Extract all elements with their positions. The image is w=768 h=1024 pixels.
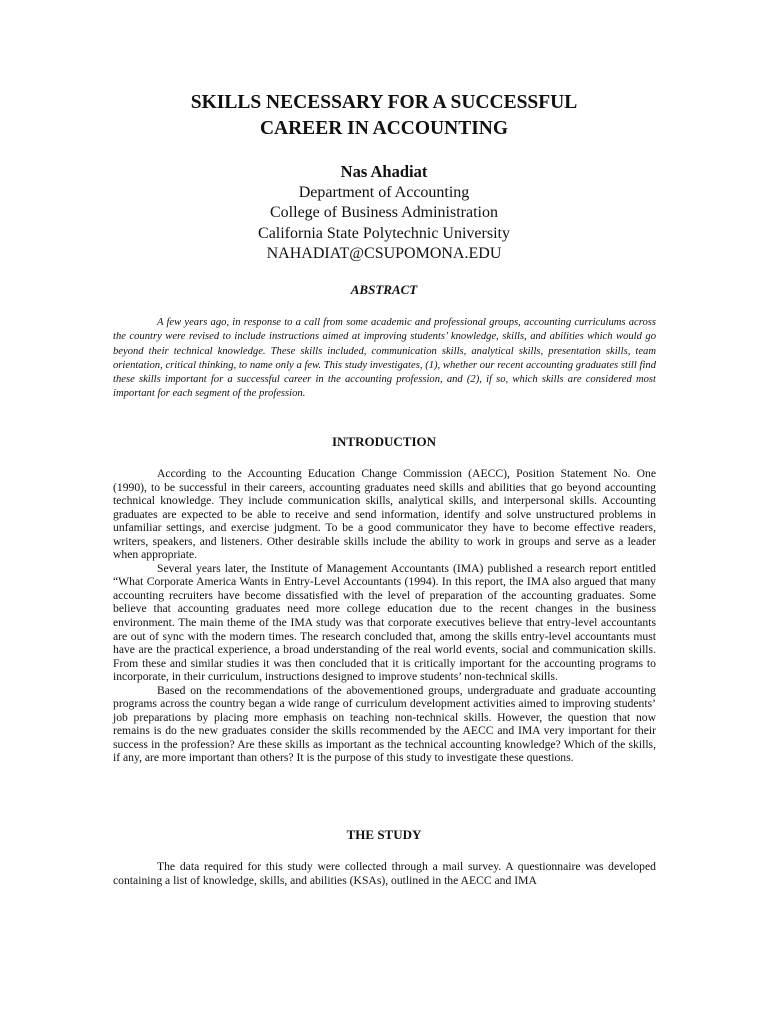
study-paragraph: The data required for this study were collected through a mail survey. A questionnaire was developed containing a list of knowledge, skills, and abilities (KSAs), outlined in the AECC and IMA (113, 860, 656, 887)
author-email: NAHADIAT@CSUPOMONA.EDU (266, 245, 502, 262)
author-department: Department of Accounting (298, 183, 470, 201)
introduction-body (113, 467, 656, 765)
abstract-heading: ABSTRACT (350, 282, 418, 297)
introduction-paragraph: Several years later, the Institute of Management Accountants (IMA) published a research report entitled “What Corporate America Wants in Entry-Level Accountants (1994). In this report, the IMA also argued that many accounting recruiters have become dissatisfied with the level of preparation of the accounting graduates. Some believe that accounting graduates need more college education due to the recent changes in the business environment. The main theme of the IMA study was that corporate executives believe that entry-level accountants are out of sync with the modern times. The research concluded that, among the skills entry-level accountants must have are the practical experience, a broad understanding of the real world events, social and communication skills. From these and similar studies it was then concluded that it is critically important for the accounting programs to incorporate, in their curriculum, instructions designed to improve students’ non-technical skills. (113, 561, 656, 684)
title-line-2: CAREER IN ACCOUNTING (259, 118, 509, 139)
introduction-paragraph: According to the Accounting Education Change Commission (AECC), Position Statement No. One (1990), to be successful in their careers, accounting graduates need skills and abilities that go beyond accounting technical knowledge. They include communication skills, analytical skills, and interpersonal skills. Accounting graduates are expected to be able to receive and send information, identify and solve unstructured problems in unfamiliar settings, and exercise judgment. To be a good communicator they have to become effective readers, writers, speakers, and listeners. Other desirable skills include the ability to work in groups and serve as a leader when appropriate. (113, 467, 656, 562)
abstract-text: A few years ago, in response to a call from some academic and professional groups, accounting curriculums across the country were revised to include instructions aimed at improving students’ knowledge, skills, and abilities which would go beyond their technical knowledge. These skills included, communication skills, analytical skills, presentation skills, team orientation, critical thinking, to name only a few. This study investigates, (1), whether our recent accounting graduates still find these skills important for a successful career in the accounting profession, and (2), if so, which skills are considered most important for each segment of the profession. (113, 317, 656, 400)
author-college: College of Business Administration (270, 204, 498, 221)
author-name: Nas Ahadiat (340, 162, 428, 181)
author-university: California State Polytechnic University (258, 224, 510, 242)
introduction-heading: INTRODUCTION (331, 434, 436, 449)
paper-title (0, 90, 768, 142)
introduction-paragraph: Based on the recommendations of the abovementioned groups, undergraduate and graduate accounting programs across the country began a wide range of curriculum development activities aimed to improving students’ job preparations by placing more emphasis on teaching non-technical skills. However, the question that now remains is do the new graduates consider the skills recommended by the AECC and IMA very important for their success in the profession? Are these skills as important as the technical accounting knowledge? Which of the skills, if any, are more important than others? It is the purpose of this study to investigate these questions. (113, 683, 656, 765)
author-block (0, 162, 768, 265)
title-line-1: SKILLS NECESSARY FOR A SUCCESSFUL (190, 92, 578, 113)
study-body (113, 860, 656, 887)
study-heading: THE STUDY (346, 827, 422, 842)
